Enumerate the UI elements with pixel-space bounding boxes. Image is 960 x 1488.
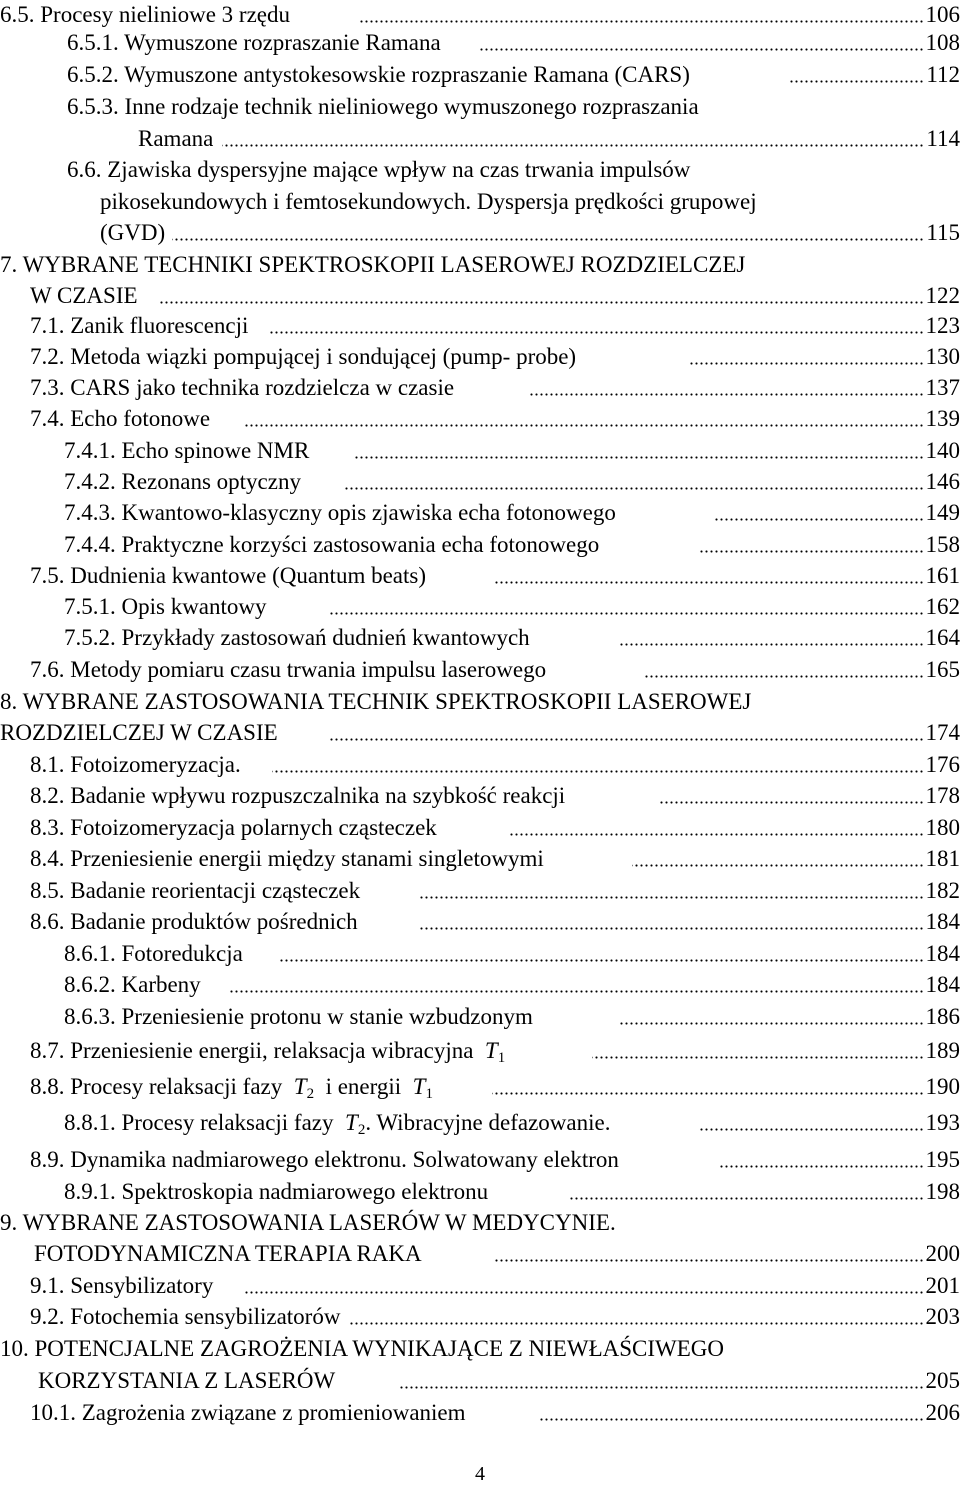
toc-leader-dots — [690, 362, 924, 365]
toc-leader-dots — [540, 1418, 924, 1421]
toc-entry-page: 182 — [924, 876, 960, 906]
toc-entry[interactable] — [0, 498, 960, 528]
toc-entry-page: 189 — [924, 1036, 960, 1066]
toc-leader-dots — [172, 238, 924, 241]
toc-entry-title: 6.5.3. Inne rodzaje technik nieliniowego wymuszonego rozpraszania — [67, 92, 701, 122]
toc-entry-title: 7.5. Dudnienia kwantowe (Quantum beats) — [30, 561, 428, 591]
toc-entry-title — [30, 1072, 435, 1102]
toc-leader-dots — [660, 801, 924, 804]
toc-entry-title: 8.6.1. Fotoredukcja — [64, 939, 245, 969]
toc-entry[interactable] — [0, 655, 960, 685]
toc-leader-dots — [418, 896, 924, 899]
toc-entry[interactable] — [0, 781, 960, 811]
toc-entry-title: ROZDZIELCZEJ W CZASIE — [0, 718, 280, 748]
toc-entry-title — [30, 1036, 507, 1066]
toc-entry-page: 181 — [924, 844, 960, 874]
toc-entry[interactable] — [0, 687, 960, 717]
toc-entry-title: 7.4.4. Praktyczne korzyści zastosowania echa fotonowego — [64, 530, 601, 560]
toc-entry-page: 140 — [924, 436, 960, 466]
toc-entry-page: 200 — [924, 1239, 960, 1269]
toc-entry-title: 7. WYBRANE TECHNIKI SPEKTROSKOPII LASEROWEJ ROZDZIELCZEJ — [0, 250, 747, 280]
toc-entry-title: 9.1. Sensybilizatory — [30, 1271, 215, 1301]
toc-entry-title: 7.5.2. Przykłady zastosowań dudnień kwantowych — [64, 623, 532, 653]
toc-entry[interactable] — [0, 939, 960, 969]
toc-leader-dots — [330, 738, 924, 741]
toc-entry-title: 8.5. Badanie reorientacji cząsteczek — [30, 876, 362, 906]
math-symbol: T — [412, 1074, 426, 1099]
toc-entry[interactable] — [0, 907, 960, 937]
toc-entry[interactable] — [0, 718, 960, 748]
toc-entry-text: 8.8. Procesy relaksacji fazy — [30, 1074, 283, 1099]
toc-leader-dots — [618, 643, 924, 646]
toc-leader-dots — [530, 393, 924, 396]
toc-entry-page: 176 — [924, 750, 960, 780]
math-subscript: 2 — [357, 1122, 366, 1138]
toc-entry-text: 8.7. Przeniesienie energii, relaksacja wibracyjna — [30, 1038, 474, 1063]
toc-entry-title: 8.6.2. Karbeny — [64, 970, 203, 1000]
toc-entry-page: 130 — [924, 342, 960, 372]
toc-entry-title: 7.3. CARS jako technika rozdzielcza w czasie — [30, 373, 456, 403]
toc-entry-title: 8.9. Dynamika nadmiarowego elektronu. Solwatowany elektron — [30, 1145, 621, 1175]
toc-entry-title: 6.5. Procesy nieliniowe 3 rzędu — [0, 0, 292, 30]
math-symbol: T — [484, 1038, 498, 1063]
toc-leader-dots — [355, 456, 924, 459]
toc-entry-page: 193 — [924, 1108, 960, 1138]
toc-entry-title: 9.2. Fotochemia sensybilizatorów — [30, 1302, 342, 1332]
toc-leader-dots — [245, 424, 924, 427]
toc-entry[interactable] — [0, 876, 960, 906]
toc-entry-title: pikosekundowych i femtosekundowych. Dyspersja prędkości grupowej — [100, 187, 759, 217]
toc-entry-page: 123 — [924, 311, 960, 341]
toc-entry[interactable] — [0, 623, 960, 653]
toc-entry-page: 186 — [924, 1002, 960, 1032]
toc-leader-dots — [568, 1197, 924, 1200]
toc-entry-title: 8.6.3. Przeniesienie protonu w stanie wzbudzonym — [64, 1002, 535, 1032]
toc-entry-page: 139 — [924, 404, 960, 434]
toc-entry-title: 8.6. Badanie produktów pośrednich — [30, 907, 360, 937]
toc-entry[interactable] — [0, 1239, 960, 1269]
toc-entry[interactable] — [0, 92, 960, 122]
toc-leader-dots — [160, 301, 924, 304]
toc-entry-page: 180 — [924, 813, 960, 843]
toc-entry-title: 6.5.2. Wymuszone antystokesowskie rozpraszanie Ramana (CARS) — [67, 60, 692, 90]
toc-entry-title: 7.2. Metoda wiązki pompującej i sondującej (pump- probe) — [30, 342, 578, 372]
toc-entry-page: 184 — [924, 939, 960, 969]
math-subscript: 2 — [306, 1086, 315, 1102]
page-number: 4 — [475, 1463, 485, 1485]
toc-entry-page: 205 — [924, 1366, 960, 1396]
toc-entry[interactable] — [0, 530, 960, 560]
toc-entry-title — [64, 1108, 612, 1138]
toc-entry-page: 115 — [924, 218, 960, 248]
toc-entry-page: 206 — [924, 1398, 960, 1428]
toc-leader-dots — [222, 144, 924, 147]
toc-entry[interactable] — [0, 1177, 960, 1207]
toc-entry-title: 8.2. Badanie wpływu rozpuszczalnika na szybkość reakcji — [30, 781, 567, 811]
toc-entry[interactable] — [0, 1208, 960, 1238]
toc-entry[interactable] — [0, 592, 960, 622]
toc-entry-title: 8.1. Fotoizomeryzacja. — [30, 750, 243, 780]
toc-leader-dots — [345, 487, 924, 490]
toc-entry[interactable] — [0, 1398, 960, 1428]
toc-entry[interactable] — [0, 467, 960, 497]
toc-entry[interactable] — [0, 813, 960, 843]
toc-entry-page: 201 — [924, 1271, 960, 1301]
toc-entry-title: (GVD) — [100, 218, 167, 248]
toc-entry-title: 9. WYBRANE ZASTOSOWANIA LASERÓW W MEDYCYNIE. — [0, 1208, 618, 1238]
toc-entry-page: 190 — [924, 1072, 960, 1102]
toc-leader-dots — [492, 1092, 924, 1095]
toc-entry[interactable] — [0, 1302, 960, 1332]
toc-entry-title: 8. WYBRANE ZASTOSOWANIA TECHNIK SPEKTROSKOPII LASEROWEJ — [0, 687, 753, 717]
toc-leader-dots — [348, 1322, 924, 1325]
toc-entry[interactable] — [0, 155, 960, 185]
toc-leader-dots — [400, 1386, 924, 1389]
toc-entry[interactable] — [0, 750, 960, 780]
toc-entry[interactable] — [0, 60, 960, 90]
math-symbol: T — [345, 1110, 358, 1135]
toc-entry-title: 7.4. Echo fotonowe — [30, 404, 212, 434]
toc-entry[interactable] — [0, 561, 960, 591]
toc-entry-title: 6.6. Zjawiska dyspersyjne mające wpływ na czas trwania impulsów — [67, 155, 692, 185]
toc-entry-page: 108 — [924, 28, 960, 58]
toc-entry-text-tail: . Wibracyjne defazowanie. — [365, 1110, 611, 1135]
toc-leader-dots — [715, 518, 924, 521]
toc-leader-dots — [418, 927, 924, 930]
toc-leader-dots — [360, 20, 924, 23]
toc-leader-dots — [495, 1259, 924, 1262]
toc-entry[interactable] — [0, 281, 960, 311]
toc-entry-title: W CZASIE — [30, 281, 140, 311]
toc-entry-page: 112 — [924, 60, 960, 90]
toc-entry-page: 165 — [924, 655, 960, 685]
toc-leader-dots — [270, 331, 924, 334]
toc-entry-title: KORZYSTANIA Z LASERÓW — [38, 1366, 337, 1396]
toc-entry-title: 8.4. Przeniesienie energii między stanami singletowymi — [30, 844, 546, 874]
toc-entry[interactable] — [0, 187, 960, 217]
toc-leader-dots — [272, 770, 924, 773]
toc-entry[interactable] — [0, 124, 960, 154]
toc-entry[interactable] — [0, 1271, 960, 1301]
toc-entry-title: 10. POTENCJALNE ZAGROŻENIA WYNIKAJĄCE Z NIEWŁAŚCIWEGO — [0, 1334, 726, 1364]
toc-entry[interactable] — [0, 250, 960, 280]
toc-entry-page: 184 — [924, 907, 960, 937]
toc-leader-dots — [720, 1165, 924, 1168]
toc-entry[interactable] — [0, 1036, 960, 1066]
toc-entry-page: 162 — [924, 592, 960, 622]
toc-leader-dots — [618, 1022, 924, 1025]
toc-entry-title: Ramana — [138, 124, 215, 154]
toc-leader-dots — [592, 1056, 924, 1059]
toc-entry-page: 174 — [924, 718, 960, 748]
toc-entry[interactable] — [0, 970, 960, 1000]
toc-leader-dots — [645, 675, 924, 678]
toc-entry[interactable] — [0, 404, 960, 434]
toc-entry[interactable] — [0, 1145, 960, 1175]
toc-entry[interactable] — [0, 1366, 960, 1396]
toc-entry[interactable] — [0, 342, 960, 372]
toc-entry[interactable] — [0, 1072, 960, 1102]
toc-leader-dots — [330, 612, 924, 615]
toc-entry-title: 7.1. Zanik fluorescencji — [30, 311, 250, 341]
toc-entry-page: 114 — [924, 124, 960, 154]
math-symbol: T — [293, 1074, 307, 1099]
toc-entry-text-middle: i energii — [325, 1074, 402, 1099]
toc-leader-dots — [632, 864, 924, 867]
toc-entry[interactable] — [0, 1334, 960, 1364]
toc-leader-dots — [700, 1128, 924, 1131]
toc-entry-page: 106 — [924, 0, 960, 30]
math-subscript: 1 — [497, 1050, 506, 1066]
toc-leader-dots — [480, 48, 924, 51]
toc-entry[interactable] — [0, 0, 960, 30]
toc-leader-dots — [245, 1291, 924, 1294]
toc-entry-page: 164 — [924, 623, 960, 653]
toc-entry-title: 7.5.1. Opis kwantowy — [64, 592, 269, 622]
toc-entry[interactable] — [0, 28, 960, 58]
toc-entry-page: 203 — [924, 1302, 960, 1332]
toc-entry-title: 7.4.1. Echo spinowe NMR — [64, 436, 311, 466]
toc-entry[interactable] — [0, 1108, 960, 1138]
toc-entry-page: 149 — [924, 498, 960, 528]
toc-entry[interactable] — [0, 218, 960, 248]
toc-leader-dots — [790, 80, 924, 83]
toc-entry-page: 184 — [924, 970, 960, 1000]
toc-entry-title: 7.6. Metody pomiaru czasu trwania impulsu laserowego — [30, 655, 548, 685]
toc-entry-title: 7.4.3. Kwantowo-klasyczny opis zjawiska echa fotonowego — [64, 498, 618, 528]
toc-leader-dots — [495, 581, 924, 584]
toc-entry-page: 178 — [924, 781, 960, 811]
toc-entry[interactable] — [0, 373, 960, 403]
toc-leader-dots — [228, 990, 924, 993]
toc-entry-title: 7.4.2. Rezonans optyczny — [64, 467, 303, 497]
toc-entry-page: 122 — [924, 281, 960, 311]
toc-entry-page: 137 — [924, 373, 960, 403]
toc-entry-page: 146 — [924, 467, 960, 497]
toc-leader-dots — [278, 959, 924, 962]
toc-entry[interactable] — [0, 1002, 960, 1032]
toc-entry-title: 8.3. Fotoizomeryzacja polarnych cząsteczek — [30, 813, 439, 843]
toc-entry-page: 158 — [924, 530, 960, 560]
toc-leader-dots — [700, 550, 924, 553]
toc-entry[interactable] — [0, 844, 960, 874]
toc-entry-page: 161 — [924, 561, 960, 591]
toc-entry-text: 8.8.1. Procesy relaksacji fazy — [64, 1110, 334, 1135]
toc-entry-title: 8.9.1. Spektroskopia nadmiarowego elektronu — [64, 1177, 490, 1207]
toc-entry-page: 195 — [924, 1145, 960, 1175]
toc-entry-title: 10.1. Zagrożenia związane z promieniowaniem — [30, 1398, 468, 1428]
toc-leader-dots — [508, 833, 924, 836]
math-subscript: 1 — [425, 1086, 433, 1102]
toc-entry[interactable] — [0, 311, 960, 341]
toc-entry[interactable] — [0, 436, 960, 466]
toc-entry-page: 198 — [924, 1177, 960, 1207]
toc-entry-title: FOTODYNAMICZNA TERAPIA RAKA — [34, 1239, 424, 1269]
toc-entry-title: 6.5.1. Wymuszone rozpraszanie Ramana — [67, 28, 443, 58]
